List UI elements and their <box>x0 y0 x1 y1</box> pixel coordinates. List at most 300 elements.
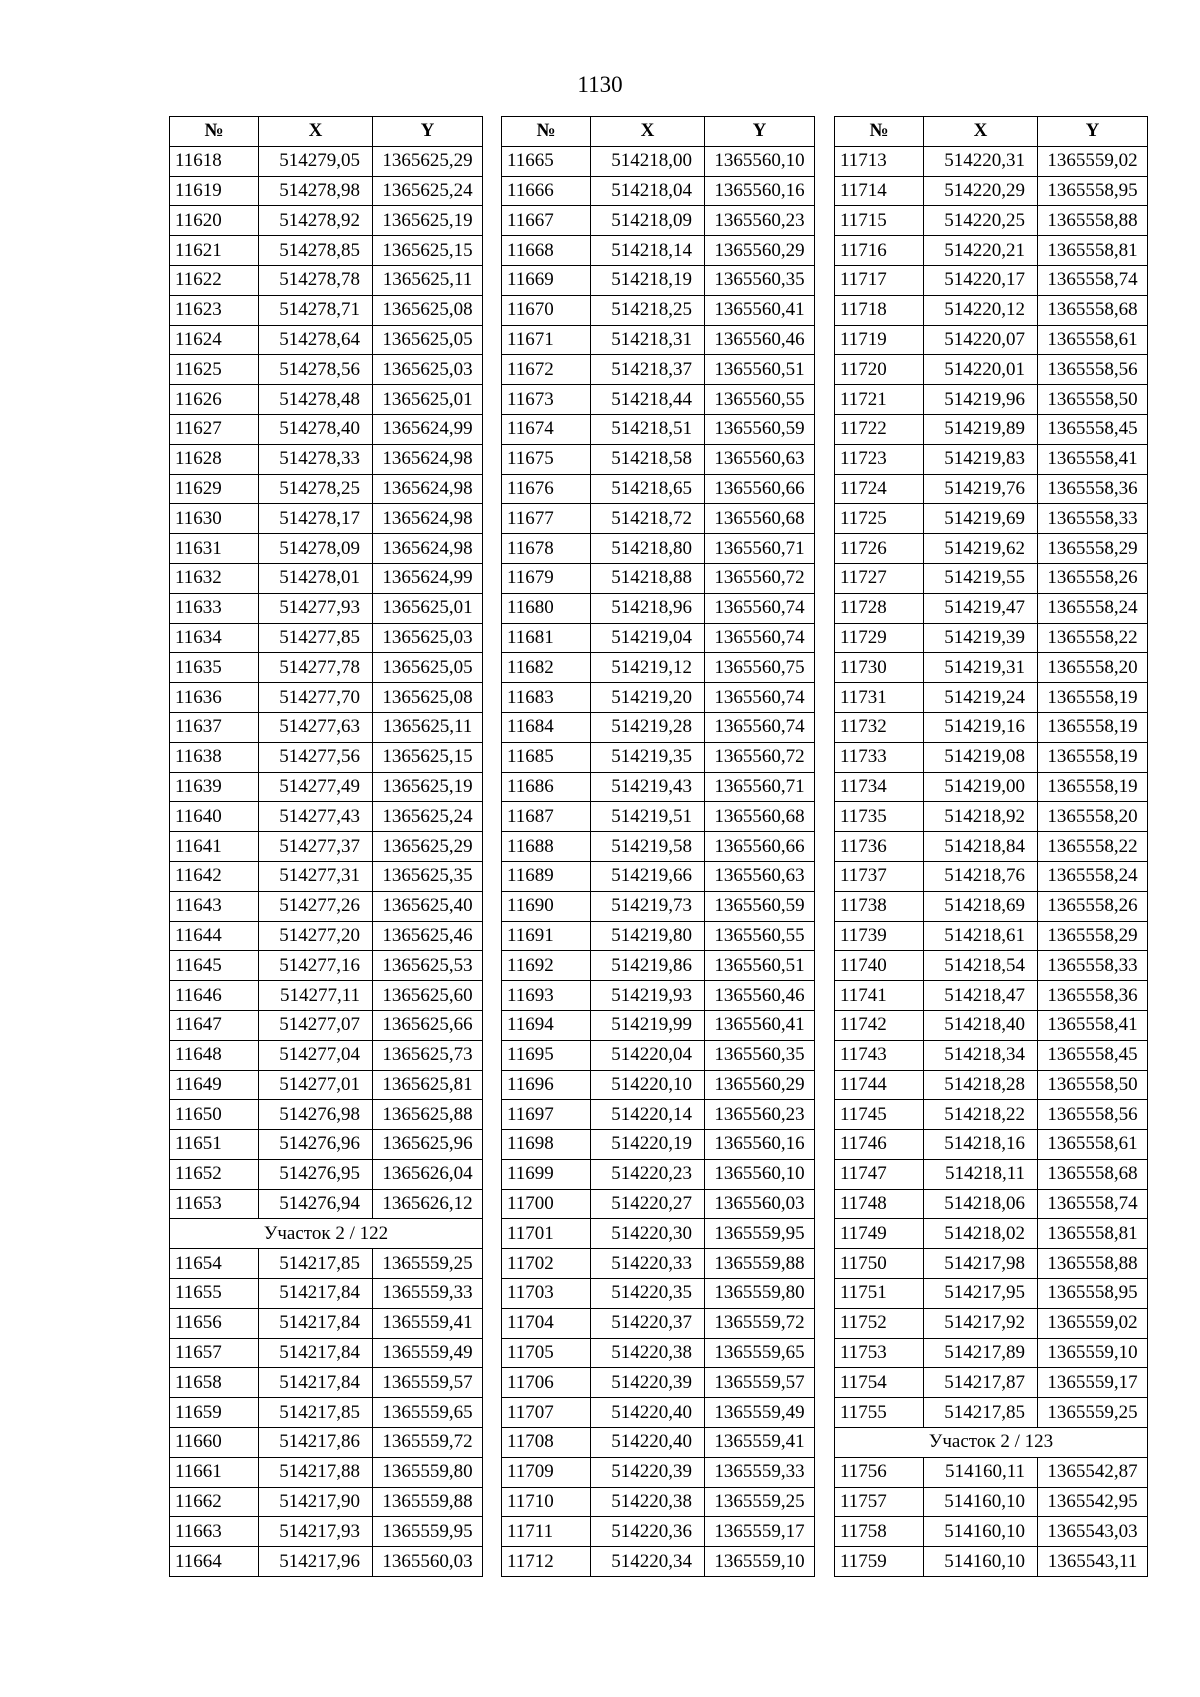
cell-y: 1365625,01 <box>373 385 483 415</box>
cell-y: 1365560,41 <box>705 295 815 325</box>
cell-y: 1365559,17 <box>1038 1368 1148 1398</box>
cell-y: 1365560,74 <box>705 683 815 713</box>
cell-number: 11756 <box>835 1457 924 1487</box>
cell-number: 11702 <box>502 1249 591 1279</box>
table-header-row <box>502 117 815 147</box>
cell-y: 1365560,74 <box>705 623 815 653</box>
cell-x: 514219,16 <box>924 712 1038 742</box>
cell-y: 1365625,66 <box>373 1010 483 1040</box>
table-row <box>835 593 1148 623</box>
cell-x: 514218,76 <box>924 861 1038 891</box>
cell-number: 11720 <box>835 355 924 385</box>
cell-y: 1365558,56 <box>1038 1100 1148 1130</box>
table-row <box>170 1189 483 1219</box>
cell-number: 11671 <box>502 325 591 355</box>
table-row <box>835 1040 1148 1070</box>
cell-number: 11704 <box>502 1308 591 1338</box>
table-row <box>835 1398 1148 1428</box>
cell-number: 11735 <box>835 802 924 832</box>
cell-y: 1365560,71 <box>705 534 815 564</box>
table-row <box>170 444 483 474</box>
cell-number: 11700 <box>502 1189 591 1219</box>
header-number: № <box>170 117 259 147</box>
cell-number: 11745 <box>835 1100 924 1130</box>
cell-number: 11646 <box>170 981 259 1011</box>
table-row <box>170 1428 483 1458</box>
table-row <box>502 474 815 504</box>
table-row <box>170 1279 483 1309</box>
cell-number: 11752 <box>835 1308 924 1338</box>
cell-y: 1365626,12 <box>373 1189 483 1219</box>
cell-number: 11690 <box>502 891 591 921</box>
cell-y: 1365558,41 <box>1038 1010 1148 1040</box>
cell-x: 514278,78 <box>259 265 373 295</box>
cell-x: 514278,92 <box>259 206 373 236</box>
cell-x: 514220,04 <box>591 1040 705 1070</box>
cell-x: 514219,93 <box>591 981 705 1011</box>
cell-y: 1365558,88 <box>1038 206 1148 236</box>
table-row <box>502 1249 815 1279</box>
cell-y: 1365625,29 <box>373 832 483 862</box>
cell-x: 514218,65 <box>591 474 705 504</box>
cell-x: 514218,47 <box>924 981 1038 1011</box>
table-row <box>170 1308 483 1338</box>
cell-x: 514217,84 <box>259 1279 373 1309</box>
cell-x: 514160,11 <box>924 1457 1038 1487</box>
cell-x: 514218,44 <box>591 385 705 415</box>
cell-number: 11738 <box>835 891 924 921</box>
cell-number: 11697 <box>502 1100 591 1130</box>
cell-x: 514277,20 <box>259 921 373 951</box>
table-row <box>835 861 1148 891</box>
cell-x: 514217,84 <box>259 1308 373 1338</box>
cell-number: 11714 <box>835 176 924 206</box>
table-row <box>835 206 1148 236</box>
cell-number: 11692 <box>502 951 591 981</box>
table-row <box>835 146 1148 176</box>
cell-x: 514276,98 <box>259 1100 373 1130</box>
cell-number: 11730 <box>835 653 924 683</box>
cell-x: 514277,16 <box>259 951 373 981</box>
cell-number: 11742 <box>835 1010 924 1040</box>
table-row <box>502 1398 815 1428</box>
cell-x: 514217,88 <box>259 1457 373 1487</box>
cell-number: 11715 <box>835 206 924 236</box>
table-row <box>502 563 815 593</box>
table-row <box>170 504 483 534</box>
table-row <box>502 295 815 325</box>
cell-number: 11652 <box>170 1159 259 1189</box>
table-row <box>170 1487 483 1517</box>
cell-number: 11712 <box>502 1547 591 1577</box>
cell-y: 1365560,59 <box>705 414 815 444</box>
table-row <box>835 1219 1148 1249</box>
cell-y: 1365558,74 <box>1038 1189 1148 1219</box>
cell-y: 1365558,50 <box>1038 1070 1148 1100</box>
cell-x: 514218,31 <box>591 325 705 355</box>
cell-number: 11698 <box>502 1130 591 1160</box>
cell-number: 11705 <box>502 1338 591 1368</box>
cell-x: 514219,31 <box>924 653 1038 683</box>
cell-x: 514277,31 <box>259 861 373 891</box>
cell-x: 514219,35 <box>591 742 705 772</box>
cell-y: 1365558,81 <box>1038 236 1148 266</box>
cell-number: 11643 <box>170 891 259 921</box>
cell-x: 514219,89 <box>924 414 1038 444</box>
cell-number: 11703 <box>502 1279 591 1309</box>
cell-x: 514218,06 <box>924 1189 1038 1219</box>
cell-y: 1365560,23 <box>705 1100 815 1130</box>
cell-x: 514218,00 <box>591 146 705 176</box>
table-row <box>835 1517 1148 1547</box>
cell-y: 1365543,03 <box>1038 1517 1148 1547</box>
cell-x: 514277,43 <box>259 802 373 832</box>
table-row <box>502 742 815 772</box>
header-x: X <box>924 117 1038 147</box>
cell-number: 11719 <box>835 325 924 355</box>
cell-y: 1365543,11 <box>1038 1547 1148 1577</box>
cell-x: 514278,01 <box>259 563 373 593</box>
cell-number: 11751 <box>835 1279 924 1309</box>
cell-x: 514217,87 <box>924 1368 1038 1398</box>
cell-number: 11653 <box>170 1189 259 1219</box>
cell-y: 1365625,15 <box>373 236 483 266</box>
cell-y: 1365625,81 <box>373 1070 483 1100</box>
cell-x: 514219,28 <box>591 712 705 742</box>
cell-x: 514278,40 <box>259 414 373 444</box>
cell-y: 1365625,11 <box>373 265 483 295</box>
table-row <box>835 1159 1148 1189</box>
cell-x: 514220,34 <box>591 1547 705 1577</box>
cell-y: 1365625,29 <box>373 146 483 176</box>
cell-x: 514276,96 <box>259 1130 373 1160</box>
cell-number: 11696 <box>502 1070 591 1100</box>
cell-number: 11718 <box>835 295 924 325</box>
table-row <box>835 176 1148 206</box>
table-row <box>170 265 483 295</box>
cell-y: 1365560,23 <box>705 206 815 236</box>
cell-x: 514219,76 <box>924 474 1038 504</box>
cell-y: 1365559,41 <box>705 1428 815 1458</box>
cell-x: 514276,94 <box>259 1189 373 1219</box>
cell-number: 11664 <box>170 1547 259 1577</box>
table-row <box>502 981 815 1011</box>
table-row <box>170 653 483 683</box>
cell-number: 11621 <box>170 236 259 266</box>
cell-y: 1365558,19 <box>1038 742 1148 772</box>
cell-x: 514277,49 <box>259 772 373 802</box>
cell-x: 514218,09 <box>591 206 705 236</box>
cell-y: 1365559,80 <box>373 1457 483 1487</box>
table-row <box>502 1368 815 1398</box>
cell-x: 514220,31 <box>924 146 1038 176</box>
cell-number: 11754 <box>835 1368 924 1398</box>
table-row <box>502 623 815 653</box>
cell-y: 1365625,19 <box>373 772 483 802</box>
table-row <box>835 1249 1148 1279</box>
cell-x: 514219,00 <box>924 772 1038 802</box>
cell-x: 514217,95 <box>924 1279 1038 1309</box>
cell-y: 1365560,10 <box>705 146 815 176</box>
section-row <box>170 1219 483 1249</box>
cell-x: 514277,26 <box>259 891 373 921</box>
cell-x: 514219,55 <box>924 563 1038 593</box>
table-row <box>502 951 815 981</box>
cell-number: 11757 <box>835 1487 924 1517</box>
cell-x: 514217,96 <box>259 1547 373 1577</box>
cell-number: 11731 <box>835 683 924 713</box>
cell-y: 1365559,88 <box>705 1249 815 1279</box>
table-row <box>502 1010 815 1040</box>
table-row <box>170 832 483 862</box>
cell-y: 1365560,63 <box>705 444 815 474</box>
cell-y: 1365559,72 <box>705 1308 815 1338</box>
cell-y: 1365542,87 <box>1038 1457 1148 1487</box>
cell-y: 1365560,16 <box>705 1130 815 1160</box>
cell-number: 11710 <box>502 1487 591 1517</box>
table-row <box>502 534 815 564</box>
table-row <box>502 1130 815 1160</box>
header-y: Y <box>1038 117 1148 147</box>
cell-number: 11675 <box>502 444 591 474</box>
cell-y: 1365624,98 <box>373 534 483 564</box>
cell-number: 11728 <box>835 593 924 623</box>
cell-x: 514279,05 <box>259 146 373 176</box>
cell-x: 514220,39 <box>591 1368 705 1398</box>
cell-x: 514218,92 <box>924 802 1038 832</box>
table-row <box>170 206 483 236</box>
cell-number: 11663 <box>170 1517 259 1547</box>
cell-number: 11647 <box>170 1010 259 1040</box>
cell-y: 1365560,51 <box>705 355 815 385</box>
table-row <box>170 802 483 832</box>
cell-x: 514277,11 <box>259 981 373 1011</box>
table-row <box>170 295 483 325</box>
cell-x: 514218,61 <box>924 921 1038 951</box>
cell-x: 514218,69 <box>924 891 1038 921</box>
cell-x: 514218,16 <box>924 1130 1038 1160</box>
cell-number: 11670 <box>502 295 591 325</box>
cell-number: 11659 <box>170 1398 259 1428</box>
cell-y: 1365558,24 <box>1038 861 1148 891</box>
cell-number: 11709 <box>502 1457 591 1487</box>
table-row <box>502 712 815 742</box>
table-row <box>502 1189 815 1219</box>
header-y: Y <box>373 117 483 147</box>
cell-y: 1365558,56 <box>1038 355 1148 385</box>
cell-y: 1365559,88 <box>373 1487 483 1517</box>
table-row <box>502 1100 815 1130</box>
table-row <box>835 1547 1148 1577</box>
cell-x: 514219,47 <box>924 593 1038 623</box>
table-header-row <box>170 117 483 147</box>
cell-number: 11634 <box>170 623 259 653</box>
cell-x: 514217,85 <box>259 1398 373 1428</box>
table-row <box>835 1308 1148 1338</box>
table-row <box>170 236 483 266</box>
cell-x: 514219,51 <box>591 802 705 832</box>
cell-y: 1365560,66 <box>705 474 815 504</box>
table-row <box>170 1457 483 1487</box>
cell-x: 514278,56 <box>259 355 373 385</box>
table-row <box>502 1040 815 1070</box>
cell-number: 11693 <box>502 981 591 1011</box>
cell-number: 11644 <box>170 921 259 951</box>
table-row <box>835 385 1148 415</box>
cell-y: 1365625,40 <box>373 891 483 921</box>
table-row <box>502 861 815 891</box>
cell-x: 514218,40 <box>924 1010 1038 1040</box>
table-row <box>170 981 483 1011</box>
cell-y: 1365625,15 <box>373 742 483 772</box>
cell-y: 1365558,61 <box>1038 1130 1148 1160</box>
cell-number: 11743 <box>835 1040 924 1070</box>
cell-number: 11624 <box>170 325 259 355</box>
table-row <box>835 712 1148 742</box>
cell-y: 1365625,35 <box>373 861 483 891</box>
cell-number: 11723 <box>835 444 924 474</box>
cell-x: 514218,02 <box>924 1219 1038 1249</box>
cell-number: 11699 <box>502 1159 591 1189</box>
table-row <box>170 1338 483 1368</box>
cell-y: 1365558,36 <box>1038 981 1148 1011</box>
cell-y: 1365559,25 <box>373 1249 483 1279</box>
table-row <box>170 951 483 981</box>
cell-y: 1365560,29 <box>705 1070 815 1100</box>
table-row <box>502 1517 815 1547</box>
cell-x: 514218,96 <box>591 593 705 623</box>
cell-x: 514220,40 <box>591 1428 705 1458</box>
table-row <box>170 1010 483 1040</box>
cell-number: 11645 <box>170 951 259 981</box>
table-row <box>170 593 483 623</box>
coordinates-table <box>834 116 1148 1577</box>
table-row <box>502 176 815 206</box>
table-row <box>502 772 815 802</box>
cell-x: 514278,09 <box>259 534 373 564</box>
cell-number: 11676 <box>502 474 591 504</box>
cell-y: 1365560,68 <box>705 504 815 534</box>
cell-number: 11759 <box>835 1547 924 1577</box>
cell-x: 514220,19 <box>591 1130 705 1160</box>
table-row <box>170 1130 483 1160</box>
cell-y: 1365559,33 <box>705 1457 815 1487</box>
cell-number: 11739 <box>835 921 924 951</box>
cell-y: 1365560,10 <box>705 1159 815 1189</box>
cell-number: 11665 <box>502 146 591 176</box>
cell-y: 1365624,98 <box>373 474 483 504</box>
cell-x: 514218,04 <box>591 176 705 206</box>
cell-number: 11734 <box>835 772 924 802</box>
table-row <box>170 623 483 653</box>
table-row <box>170 563 483 593</box>
table-row <box>170 1249 483 1279</box>
cell-number: 11708 <box>502 1428 591 1458</box>
coordinates-table <box>501 116 815 1577</box>
table-row <box>835 832 1148 862</box>
cell-number: 11631 <box>170 534 259 564</box>
table-row <box>170 683 483 713</box>
cell-x: 514218,72 <box>591 504 705 534</box>
table-row <box>170 385 483 415</box>
cell-number: 11755 <box>835 1398 924 1428</box>
cell-x: 514277,85 <box>259 623 373 653</box>
cell-x: 514278,25 <box>259 474 373 504</box>
cell-y: 1365624,98 <box>373 444 483 474</box>
cell-number: 11744 <box>835 1070 924 1100</box>
cell-number: 11684 <box>502 712 591 742</box>
table-row <box>170 474 483 504</box>
cell-x: 514219,99 <box>591 1010 705 1040</box>
table-row <box>835 891 1148 921</box>
table-row <box>170 891 483 921</box>
cell-y: 1365560,03 <box>373 1547 483 1577</box>
table-row <box>835 1130 1148 1160</box>
cell-number: 11685 <box>502 742 591 772</box>
cell-number: 11667 <box>502 206 591 236</box>
cell-y: 1365558,22 <box>1038 623 1148 653</box>
cell-number: 11721 <box>835 385 924 415</box>
cell-number: 11695 <box>502 1040 591 1070</box>
cell-number: 11750 <box>835 1249 924 1279</box>
cell-y: 1365625,08 <box>373 295 483 325</box>
cell-y: 1365560,46 <box>705 981 815 1011</box>
cell-x: 514218,19 <box>591 265 705 295</box>
cell-x: 514220,38 <box>591 1487 705 1517</box>
cell-y: 1365560,51 <box>705 951 815 981</box>
cell-x: 514278,48 <box>259 385 373 415</box>
cell-number: 11717 <box>835 265 924 295</box>
cell-x: 514220,40 <box>591 1398 705 1428</box>
cell-number: 11637 <box>170 712 259 742</box>
table-row <box>502 653 815 683</box>
table-row <box>502 1070 815 1100</box>
cell-y: 1365542,95 <box>1038 1487 1148 1517</box>
table-row <box>502 832 815 862</box>
cell-y: 1365624,99 <box>373 414 483 444</box>
cell-y: 1365560,35 <box>705 1040 815 1070</box>
table-row <box>502 265 815 295</box>
cell-y: 1365625,08 <box>373 683 483 713</box>
cell-x: 514219,58 <box>591 832 705 862</box>
cell-number: 11748 <box>835 1189 924 1219</box>
cell-number: 11740 <box>835 951 924 981</box>
cell-x: 514278,17 <box>259 504 373 534</box>
cell-number: 11753 <box>835 1338 924 1368</box>
cell-x: 514277,07 <box>259 1010 373 1040</box>
table-row <box>502 1159 815 1189</box>
cell-number: 11657 <box>170 1338 259 1368</box>
cell-y: 1365559,72 <box>373 1428 483 1458</box>
cell-x: 514160,10 <box>924 1547 1038 1577</box>
cell-number: 11679 <box>502 563 591 593</box>
cell-x: 514219,62 <box>924 534 1038 564</box>
cell-x: 514220,38 <box>591 1338 705 1368</box>
cell-number: 11727 <box>835 563 924 593</box>
table-row <box>835 534 1148 564</box>
table-row <box>835 1070 1148 1100</box>
cell-number: 11623 <box>170 295 259 325</box>
cell-number: 11694 <box>502 1010 591 1040</box>
cell-number: 11655 <box>170 1279 259 1309</box>
cell-number: 11658 <box>170 1368 259 1398</box>
cell-x: 514219,12 <box>591 653 705 683</box>
cell-x: 514217,98 <box>924 1249 1038 1279</box>
cell-y: 1365559,65 <box>705 1338 815 1368</box>
cell-number: 11633 <box>170 593 259 623</box>
table-row <box>170 355 483 385</box>
cell-number: 11713 <box>835 146 924 176</box>
